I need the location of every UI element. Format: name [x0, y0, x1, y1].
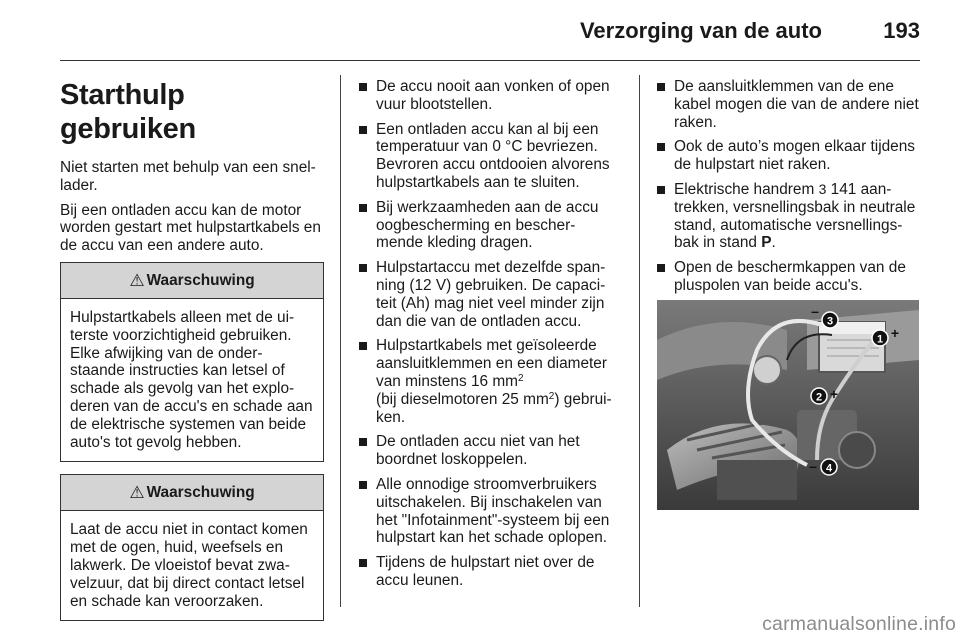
warning-box: [60, 474, 324, 621]
instruction-list: [656, 78, 922, 295]
superscript: 2: [518, 372, 524, 384]
svg-text:–: –: [809, 458, 817, 474]
page-number: 193: [883, 18, 920, 43]
svg-text:1: 1: [876, 333, 884, 346]
list-item: De aansluitklemmen van de ene kabel mogen die van de andere niet raken.: [656, 78, 922, 131]
column-2: [358, 78, 620, 597]
list-item: De accu nooit aan vonken of open vuur blootstellen.: [358, 78, 620, 114]
list-item: [358, 337, 620, 426]
list-item: Tijdens de hulpstart niet over de accu leunen.: [358, 554, 620, 590]
warning-text: Hulpstartkabels alleen met de ui- terste voorzichtigheid gebruiken. Elke afwijking van de onder- staande instructies kan letsel of schade als gevolg van het explo- deren van de accu's en schade aan de elektrische systemen van beide auto's tot gevolg hebben.: [70, 308, 313, 451]
svg-text:+: +: [890, 325, 900, 341]
list-item: [656, 181, 922, 252]
page-header: [0, 0, 960, 62]
section-title: Starthulp gebruiken: [60, 79, 196, 145]
cable-text: (bij dieselmotoren 25 mm: [376, 390, 549, 408]
list-item: Open de beschermkappen van de pluspolen van beide accu's.: [656, 259, 922, 295]
warning-heading-text: Waarschuwing: [146, 483, 255, 501]
svg-text:–: –: [811, 303, 819, 319]
list-item: Hulpstartaccu met dezelfde span- ning (12 V) gebruiken. De capaci- teit (Ah) mag niet veel minder zijn dan die van de ontladen accu.: [358, 259, 620, 330]
warning-text: Laat de accu niet in contact komen met de ogen, huid, weefsels en lakwerk. De vloeistof bevat zwa- velzuur, dat bij direct contact letsel en schade kan veroorzaken.: [70, 521, 308, 610]
column-3: [656, 78, 922, 302]
cable-text: Hulpstartkabels met geïsoleerde aansluitklemmen en een diameter van minstens 16 mm: [376, 337, 607, 390]
svg-text:3: 3: [826, 315, 834, 328]
list-item: Ook de auto’s mogen elkaar tijdens de hulpstart niet raken.: [656, 138, 922, 174]
engine-bay-illustration: [657, 300, 919, 510]
column-divider-1: [340, 75, 341, 607]
gear-position: P: [761, 234, 772, 252]
list-text: .: [771, 234, 776, 252]
list-item: De ontladen accu niet van het boordnet loskoppelen.: [358, 433, 620, 469]
watermark: carmanualsonline.info: [762, 613, 956, 635]
warning-heading: [61, 263, 323, 299]
intro-paragraph: Bij een ontladen accu kan de motor worden gestart met hulpstartkabels en de accu van een andere auto.: [60, 201, 321, 255]
svg-text:+: +: [829, 386, 839, 402]
list-item: Een ontladen accu kan al bij een temperatuur van 0 °C bevriezen. Bevroren accu ontdooien alvorens hulpstartkabels aan te sluiten.: [358, 121, 620, 192]
intro-paragraph: Niet starten met behulp van een snel- lader.: [60, 159, 316, 194]
warning-box: [60, 262, 324, 462]
column-1: [60, 78, 326, 633]
svg-text:4: 4: [825, 462, 833, 475]
engine-bay-photo: [657, 300, 919, 510]
list-item: Alle onnodige stroomverbruikers uitschakelen. Bij inschakelen van het "Infotainment"-systeem bij een hulpstart kan het schade oplopen.: [358, 476, 620, 547]
warning-heading: [61, 475, 323, 511]
warning-heading-text: Waarschuwing: [146, 271, 255, 289]
superscript: 2: [548, 390, 555, 402]
warning-triangle-icon: ⚠: [129, 270, 145, 290]
list-item: Bij werkzaamheden aan de accu oogbescherming en bescher- mende kleding dragen.: [358, 199, 620, 252]
instruction-list: [358, 78, 620, 590]
page-reference-arrow-icon[interactable]: 3: [818, 180, 827, 197]
list-text: Elektrische handrem: [674, 180, 819, 198]
column-divider-2: [639, 75, 640, 607]
list-text: 141 aan- trekken, versnellingsbak in neutrale stand, automatische versnellings- bak in stand: [674, 180, 916, 252]
cable-text: ) gebrui- ken.: [376, 390, 612, 426]
svg-text:2: 2: [815, 391, 823, 404]
warning-triangle-icon: ⚠: [129, 482, 145, 502]
header-title: Verzorging van de auto: [579, 18, 822, 43]
header-rule: [60, 60, 920, 61]
